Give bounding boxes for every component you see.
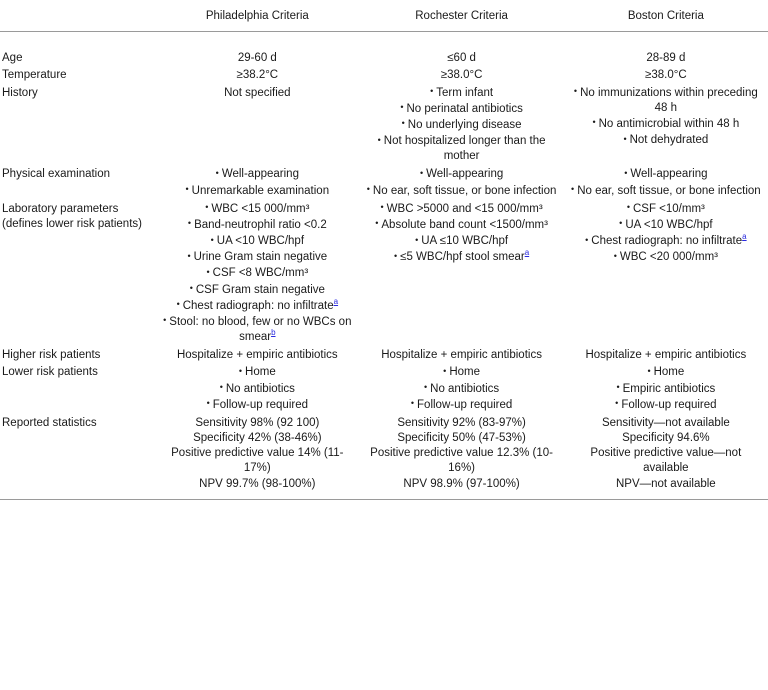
list-item — [363, 118, 559, 133]
bullet-list — [159, 365, 355, 413]
bullet-icon: • — [624, 167, 628, 178]
bullet-icon: • — [215, 167, 219, 178]
list-item-label: Stool: no blood, few or no WBCs on smear — [169, 315, 352, 344]
bullet-icon: • — [206, 398, 210, 409]
cell-line: NPV 98.9% (97-100%) — [403, 477, 520, 490]
cell-line: Sensitivity 98% (92 100) — [195, 416, 320, 429]
table-row — [0, 166, 768, 200]
list-item — [363, 102, 559, 117]
footnote-marker[interactable]: a — [333, 296, 339, 306]
row-label: Physical examination — [2, 168, 111, 181]
cell-philadelphia — [155, 85, 359, 167]
column-header-philadelphia: Philadelphia Criteria — [155, 0, 359, 32]
list-item — [568, 184, 764, 199]
bullet-list — [568, 365, 764, 413]
bullet-list — [363, 202, 559, 266]
table-bottom-rule — [0, 499, 768, 500]
list-item-label: UA <10 WBC/hpf — [625, 218, 713, 231]
list-item-label: Chest radiograph: no infiltrate — [591, 235, 743, 248]
bullet-icon: • — [238, 365, 243, 376]
bullet-icon: • — [573, 85, 578, 96]
cell-line: ≥38.0°C — [645, 69, 687, 82]
list-item-label: No underlying disease — [407, 118, 522, 131]
list-item-label: No antimicrobial within 48 h — [598, 117, 740, 130]
bullet-icon: • — [163, 315, 167, 326]
bullet-icon: • — [375, 218, 379, 229]
list-item-label: Not hospitalized longer than the mother — [383, 135, 546, 163]
table-row — [0, 364, 768, 415]
list-item-label: WBC <15 000/mm³ — [211, 202, 310, 215]
footnote-marker[interactable]: a — [524, 248, 530, 258]
table-row — [0, 85, 768, 167]
row-label: Reported statistics — [2, 416, 97, 429]
list-item — [363, 167, 559, 182]
list-item-label: WBC <20 000/mm³ — [619, 251, 718, 264]
table-row — [0, 67, 768, 84]
bullet-list — [363, 86, 559, 165]
bullet-icon: • — [592, 117, 596, 128]
list-item-label: Absolute band count <1500/mm³ — [381, 218, 548, 231]
table-header — [0, 0, 768, 32]
list-item-label: WBC >5000 and <15 000/mm³ — [386, 202, 543, 215]
list-item-label: No ear, soft tissue, or bone infection — [372, 184, 557, 197]
cell-rochester — [359, 85, 563, 167]
bullet-icon: • — [187, 218, 192, 229]
list-item-label: Chest radiograph: no infiltrate — [182, 299, 334, 312]
row-label: Laboratory parameters (defines lower risk patients) — [2, 202, 142, 230]
bullet-icon: • — [366, 184, 370, 195]
bullet-icon: • — [430, 85, 434, 96]
list-item-label: No antibiotics — [430, 382, 500, 395]
list-item-label: No perinatal antibiotics — [406, 102, 523, 115]
list-item-label: Home — [449, 366, 480, 379]
list-item — [159, 382, 355, 397]
cell-line: ≥38.2°C — [236, 69, 279, 82]
list-item-label: Follow-up required — [621, 398, 717, 411]
cell-boston — [564, 415, 768, 493]
bullet-icon: • — [380, 202, 384, 213]
cell-line: NPV—not available — [615, 477, 716, 490]
cell-rochester — [359, 415, 563, 493]
cell-line: Not specified — [224, 86, 291, 99]
list-item — [363, 382, 559, 397]
list-item — [363, 365, 559, 380]
row-label: Age — [2, 52, 23, 65]
bullet-list — [568, 167, 764, 198]
bullet-list — [363, 167, 559, 198]
cell-philadelphia — [155, 166, 359, 200]
list-item — [159, 167, 355, 182]
bullet-icon: • — [189, 283, 193, 294]
bullet-icon: • — [206, 266, 210, 277]
cell-line: Positive predictive value 12.3% (10-16%) — [370, 447, 553, 475]
list-item-label: Term infant — [436, 86, 494, 99]
column-header-boston: Boston Criteria — [564, 0, 768, 32]
cell-rochester — [359, 364, 563, 415]
column-header-label — [0, 0, 155, 32]
bullet-list — [568, 202, 764, 266]
table-body — [0, 32, 768, 493]
bullet-list — [568, 86, 764, 149]
list-item — [568, 202, 764, 217]
table-row — [0, 201, 768, 348]
list-item-label: Follow-up required — [417, 398, 513, 411]
cell-line: Hospitalize + empiric antibiotics — [381, 349, 542, 362]
list-item — [159, 365, 355, 380]
list-item-label: ≤5 WBC/hpf stool smear — [400, 251, 525, 264]
list-item-label: CSF <8 WBC/mm³ — [212, 267, 309, 280]
cell-philadelphia — [155, 67, 359, 84]
cell-line: 29-60 d — [237, 52, 277, 65]
cell-line: Specificity 42% (38-46%) — [193, 432, 322, 445]
list-item — [159, 218, 355, 233]
bullet-icon: • — [410, 398, 415, 409]
list-item-label: Well-appearing — [630, 168, 708, 181]
list-item — [363, 202, 559, 217]
list-item — [159, 283, 355, 298]
bullet-icon: • — [401, 118, 405, 129]
list-item — [363, 184, 559, 199]
list-item — [568, 86, 764, 116]
column-header-rochester: Rochester Criteria — [359, 0, 563, 32]
bullet-icon: • — [419, 167, 424, 178]
list-item-label: Home — [245, 366, 276, 379]
cell-line: Positive predictive value—not available — [590, 447, 742, 475]
bullet-icon: • — [585, 234, 589, 245]
bullet-icon: • — [185, 184, 189, 195]
row-label: Lower risk patients — [2, 366, 98, 379]
cell-rochester — [359, 347, 563, 364]
header-row — [0, 0, 768, 32]
list-item — [363, 398, 559, 413]
list-item-label: CSF <10/mm³ — [632, 202, 705, 215]
bullet-icon: • — [619, 218, 623, 229]
cell-line: 28-89 d — [646, 52, 686, 65]
list-item-label: Empiric antibiotics — [622, 382, 716, 395]
table-row — [0, 32, 768, 68]
row-label: Higher risk patients — [2, 349, 101, 362]
list-item-label: No immunizations within preceding 48 h — [580, 86, 758, 114]
list-item — [568, 398, 764, 413]
bullet-icon: • — [623, 133, 627, 144]
cell-philadelphia — [155, 201, 359, 348]
cell-line: Hospitalize + empiric antibiotics — [585, 349, 747, 362]
bullet-icon: • — [571, 184, 575, 195]
cell-rochester — [359, 32, 563, 68]
list-item — [363, 234, 559, 249]
list-item — [159, 266, 355, 281]
list-item — [159, 398, 355, 413]
list-item-label: No antibiotics — [225, 382, 295, 395]
list-item — [363, 134, 559, 164]
list-item — [568, 382, 764, 397]
list-item-label: Well-appearing — [426, 168, 504, 181]
cell-rochester — [359, 67, 563, 84]
list-item-label: Unremarkable examination — [191, 184, 330, 197]
list-item — [363, 250, 559, 265]
list-item — [568, 365, 764, 380]
cell-boston — [564, 32, 768, 68]
list-item-label: CSF Gram stain negative — [195, 283, 325, 296]
table-row — [0, 415, 768, 493]
list-item — [568, 133, 764, 148]
list-item — [159, 250, 355, 265]
cell-rochester — [359, 166, 563, 200]
cell-philadelphia — [155, 415, 359, 493]
cell-boston — [564, 201, 768, 348]
bullet-icon: • — [394, 250, 398, 261]
bullet-icon: • — [400, 102, 404, 113]
list-item-label: Home — [653, 366, 685, 379]
bullet-icon: • — [613, 250, 617, 261]
cell-line: Sensitivity 92% (83-97%) — [397, 416, 526, 429]
list-item — [568, 117, 764, 132]
bullet-icon: • — [616, 382, 620, 393]
list-item — [568, 167, 764, 182]
bullet-icon: • — [219, 382, 223, 393]
cell-philadelphia — [155, 364, 359, 415]
bullet-list — [159, 167, 355, 198]
cell-philadelphia — [155, 32, 359, 68]
list-item — [159, 315, 355, 345]
cell-line: Specificity 94.6% — [622, 432, 710, 445]
list-item-label: UA <10 WBC/hpf — [216, 235, 305, 248]
bullet-icon: • — [210, 234, 214, 245]
footnote-marker[interactable]: a — [742, 232, 747, 242]
bullet-icon: • — [377, 134, 381, 145]
bullet-icon: • — [626, 202, 630, 213]
list-item-label: Not dehydrated — [629, 134, 709, 147]
cell-philadelphia — [155, 347, 359, 364]
cell-line: ≥38.0°C — [440, 69, 483, 82]
list-item — [568, 250, 764, 265]
list-item — [363, 86, 559, 101]
list-item — [159, 184, 355, 199]
cell-boston — [564, 67, 768, 84]
list-item-label: Follow-up required — [212, 398, 309, 411]
list-item-label: No ear, soft tissue, or bone infection — [577, 184, 761, 197]
cell-line: NPV 99.7% (98-100%) — [199, 477, 316, 490]
list-item — [159, 296, 355, 314]
cell-line: Positive predictive value 14% (11-17%) — [171, 447, 344, 475]
bullet-icon: • — [187, 250, 191, 261]
list-item — [363, 218, 559, 233]
bullet-list — [363, 365, 559, 413]
bullet-icon: • — [415, 234, 419, 245]
row-label: Temperature — [2, 69, 67, 82]
list-item-label: Band-neutrophil ratio <0.2 — [194, 218, 327, 231]
list-item — [568, 234, 764, 249]
list-item-label: UA ≤10 WBC/hpf — [421, 235, 509, 248]
cell-line: Sensitivity—not available — [601, 416, 730, 429]
bullet-icon: • — [205, 202, 209, 213]
bullet-icon: • — [647, 365, 651, 376]
list-item — [159, 202, 355, 217]
table-row — [0, 347, 768, 364]
bullet-icon: • — [423, 382, 428, 393]
list-item-label: Urine Gram stain negative — [193, 251, 328, 264]
bullet-icon: • — [176, 299, 180, 310]
cell-line: Specificity 50% (47-53%) — [397, 432, 526, 445]
bullet-icon: • — [443, 365, 447, 376]
bullet-list — [159, 202, 355, 346]
cell-line: Hospitalize + empiric antibiotics — [176, 349, 338, 362]
row-label: History — [2, 86, 38, 99]
footnote-marker[interactable]: b — [271, 328, 276, 338]
cell-boston — [564, 85, 768, 167]
bullet-icon: • — [615, 398, 619, 409]
cell-boston — [564, 347, 768, 364]
list-item — [568, 218, 764, 233]
cell-boston — [564, 166, 768, 200]
cell-rochester — [359, 201, 563, 348]
cell-line: ≤60 d — [447, 52, 476, 65]
cell-boston — [564, 364, 768, 415]
list-item — [159, 234, 355, 249]
list-item-label: Well-appearing — [221, 168, 299, 181]
